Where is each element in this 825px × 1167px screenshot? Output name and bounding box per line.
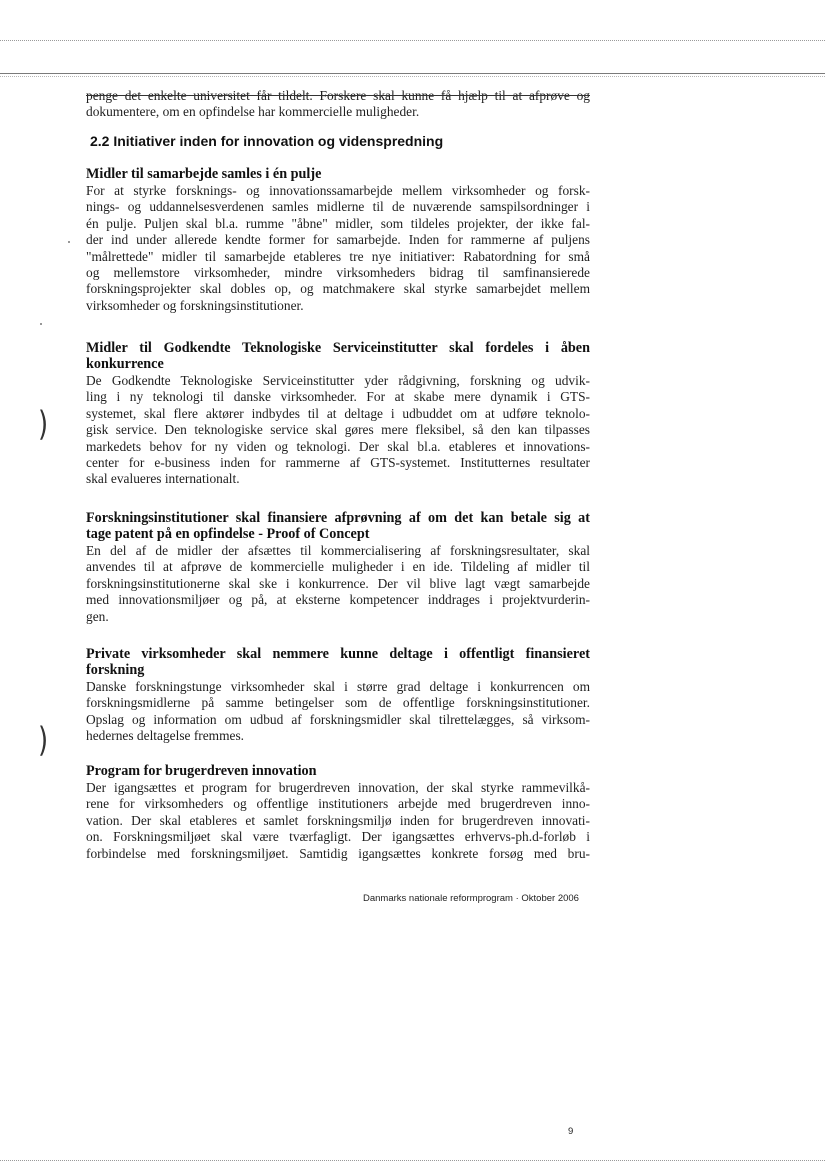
subsection-brugerdreven-innovation (86, 763, 590, 862)
text-line: systemet, skal flere aktører indbydes til at deltage i udbuddet om at udføre teknolo- (86, 405, 590, 421)
text-line: nings- og uddannelsesverdenen samles midlerne til de nuværende samspilsordninger i (86, 199, 590, 215)
intro-paragraph (86, 88, 590, 121)
subsection-body (86, 373, 590, 488)
subsection-heading (86, 510, 590, 542)
scan-speck (68, 241, 70, 243)
bottom-rule (0, 1160, 825, 1161)
heading-line: Forskningsinstitutioner skal finansiere afprøvning af om det kan betale sig at (86, 510, 590, 526)
text-line: De Godkendte Teknologiske Serviceinstitutter yder rådgivning, forskning og udvik- (86, 373, 590, 388)
text-line: Der igangsættes et program for brugerdreven innovation, der skal styrke rammevilkå- (86, 780, 590, 795)
text-line: anvendes til at afprøve de kommercielle muligheder i en ide. Tildeling af midler til (86, 559, 590, 575)
scan-margin-mark: ) (38, 405, 49, 445)
scan-margin-mark: ) (38, 721, 49, 761)
page-number: 9 (568, 1126, 574, 1137)
text-line: ling i ny teknologi til danske virksomheder. For at skabe mere dynamik i GTS- (86, 389, 590, 405)
text-line: dokumentere, om en opfindelse har kommercielle muligheder. (86, 104, 420, 120)
text-line: der ind under allerede kendte former for samarbejde. Inden for rammerne af puljens (86, 232, 590, 248)
subsection-heading (86, 763, 590, 779)
subsection-gts-konkurrence (86, 340, 590, 488)
text-line: rene for virksomheders og offentlige institutioners arbejde med brugerdreven inno- (86, 796, 590, 812)
subsection-body (86, 183, 590, 314)
text-line: virksomheder og forskningsinstitutioner. (86, 297, 304, 313)
subsection-heading (86, 340, 590, 372)
text-line: En del af de midler der afsættes til kommercialisering af forskningsresultater, skal (86, 543, 590, 558)
subsection-private-virksomheder (86, 646, 590, 745)
text-line: markedets behov for ny viden og teknologi. Der skal bl.a. etableres et innovations- (86, 438, 590, 454)
text-line: med innovationsmiljøer og på, at eksterne kompetencer inddrages i projektvurderin- (86, 592, 590, 608)
heading-line: Program for brugerdreven innovation (86, 763, 317, 779)
subsection-samarbejde-pulje (86, 166, 590, 314)
text-line: forskningsmidlerne på samme betingelser som de offentlige forskningsinstitutioner. (86, 695, 590, 711)
text-line: on. Forskningsmiljøet skal være tværfagligt. Der igangsættes erhvervs-ph.d-forløb i (86, 829, 590, 845)
text-line: Danske forskningstunge virksomheder skal i større grad deltage i konkurrencen om (86, 679, 590, 694)
text-line: "målrettede" midler til samarbejde etableres tre nye initiativer: Rabatordning for små (86, 248, 590, 264)
heading-line: tage patent på en opfindelse - Proof of Concept (86, 526, 370, 542)
scan-speck (40, 323, 42, 325)
heading-line: Midler til samarbejde samles i én pulje (86, 166, 322, 182)
text-line: forbindelse med forskningsmiljøet. Samtidig igangsættes konkrete forsøg med bru- (86, 845, 590, 861)
subsection-heading (86, 166, 590, 182)
subsection-body (86, 679, 590, 745)
subsection-proof-of-concept (86, 510, 590, 625)
heading-line: konkurrence (86, 356, 164, 372)
subsection-heading (86, 646, 590, 678)
text-line: én pulje. Puljen skal bl.a. rumme "åbne" midler, som tildeles projekter, der ikke fal- (86, 215, 590, 231)
page-footer: Danmarks nationale reformprogram · Oktober 2006 (363, 893, 579, 904)
text-line: skal evalueres internationalt. (86, 471, 240, 487)
top-rule (0, 73, 825, 74)
text-line: gen. (86, 608, 109, 624)
heading-line: Midler til Godkendte Teknologiske Serviceinstitutter skal fordeles i åben (86, 340, 590, 356)
text-line: forskningsinstitutionerne skal ske i konkurrence. Der vil blive lagt vægt samarbejde (86, 575, 590, 591)
text-line: vation. Der skal etableres et samlet forskningsmiljø inden for brugerdreven innovati- (86, 812, 590, 828)
text-line: For at styrke forsknings- og innovationssamarbejde mellem virksomheder og forsk- (86, 183, 590, 198)
section-heading: 2.2 Initiativer inden for innovation og videnspredning (90, 133, 444, 149)
text-line: hedernes deltagelse fremmes. (86, 728, 245, 744)
text-line: og mellemstore virksomheder, mindre virksomheders bidrag til samfinansierede (86, 265, 590, 281)
subsection-body (86, 543, 590, 625)
text-line: center for e-business inden for rammerne af GTS-systemet. Institutternes resultater (86, 455, 590, 471)
text-line: penge det enkelte universitet får tildelt. Forskere skal kunne få hjælp til at afprøve og (86, 88, 590, 103)
text-line: Opslag og information om udbud af forskningsmidler skal tilrettelægges, så virksom- (86, 711, 590, 727)
scan-artifact-line (0, 40, 825, 41)
heading-line: forskning (86, 662, 145, 678)
subsection-body (86, 780, 590, 862)
text-line: gisk service. Den teknologiske service skal gøres mere fleksibel, så den kan tilpasses (86, 422, 590, 438)
text-line: forskningsprojekter skal dobles op, og matchmakere skal styrke samarbejdet mellem (86, 281, 590, 297)
top-rule-faint (0, 76, 825, 77)
heading-line: Private virksomheder skal nemmere kunne deltage i offentligt finansieret (86, 646, 590, 662)
